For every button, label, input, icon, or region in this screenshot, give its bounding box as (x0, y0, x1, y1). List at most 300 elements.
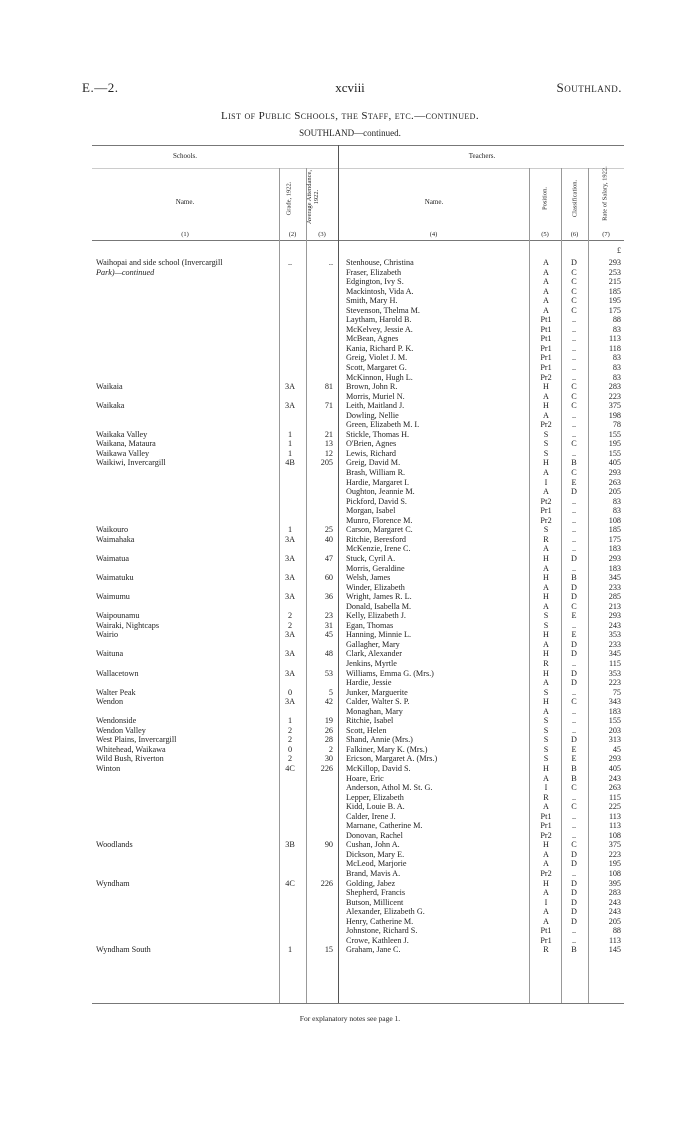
classification-cell: D (571, 649, 577, 659)
salary-cell: 263 (608, 477, 621, 487)
grade-cell: 2 (287, 620, 293, 630)
attendance-cell: 25 (324, 525, 333, 535)
classification-cell: .. (571, 534, 577, 544)
table-row (0, 802, 700, 812)
table-row (0, 611, 700, 621)
position-cell: Pt2 (540, 496, 552, 506)
region-tab: Southland. (556, 80, 622, 95)
school-name: Wendonside (96, 716, 137, 726)
salary-cell: 195 (608, 859, 621, 869)
teacher-name: McKillop, David S. (346, 763, 411, 773)
school-name: Wyndham South (96, 945, 151, 955)
teacher-name: Clark, Alexander (346, 649, 402, 659)
teacher-name: Greig, Violet J. M. (346, 353, 408, 363)
attendance-cell: 21 (324, 429, 333, 439)
position-cell: A (543, 859, 549, 869)
school-name: Waikiwi, Invercargill (96, 458, 166, 468)
position-cell: A (543, 277, 549, 287)
table-row (0, 898, 700, 908)
salary-cell: 293 (608, 553, 621, 563)
table-row (0, 334, 700, 344)
salary-cell: 198 (608, 410, 621, 420)
teacher-name: Gallagher, Mary (346, 639, 400, 649)
salary-cell: 175 (608, 305, 621, 315)
classification-cell: E (571, 611, 577, 621)
attendance-cell: 226 (320, 763, 333, 773)
table-row (0, 497, 700, 507)
salary-cell: 375 (608, 401, 621, 411)
table-row (0, 869, 700, 879)
teacher-name: Butson, Millicent (346, 897, 404, 907)
grade-cell: 1 (287, 525, 293, 535)
grade-cell: 3A (284, 401, 295, 411)
salary-cell: 113 (609, 811, 621, 821)
classification-cell: .. (571, 515, 577, 525)
salary-cell: 195 (608, 296, 621, 306)
classification-cell: .. (571, 334, 577, 344)
salary-cell: 405 (608, 763, 621, 773)
teacher-name: Egan, Thomas (346, 620, 394, 630)
salary-cell: 405 (608, 458, 621, 468)
position-cell: H (543, 401, 549, 411)
teacher-name: Morgan, Isabel (346, 506, 396, 516)
school-name: Waimumu (96, 592, 130, 602)
classification-cell: .. (571, 525, 577, 535)
salary-cell: 183 (608, 706, 621, 716)
schools-group-heading: Schools. (173, 152, 197, 160)
table-row (0, 353, 700, 363)
salary-cell: 213 (608, 601, 621, 611)
grade-cell: 3A (284, 534, 295, 544)
teacher-name: Donald, Isabella M. (346, 601, 412, 611)
salary-cell: 83 (612, 372, 621, 382)
table-row (0, 640, 700, 650)
school-name: Whitehead, Waikawa (96, 744, 166, 754)
salary-cell: 88 (612, 315, 621, 325)
salary-cell: 115 (609, 658, 621, 668)
salary-cell: 345 (608, 649, 621, 659)
teacher-name: Falkiner, Mary K. (Mrs.) (346, 744, 428, 754)
position-cell: S (543, 744, 549, 754)
classification-cell: D (571, 553, 577, 563)
grade-cell: 3A (284, 553, 295, 563)
salary-cell: 78 (612, 420, 621, 430)
position-cell: A (543, 773, 549, 783)
salary-cell: 108 (608, 515, 621, 525)
attendance-cell: 45 (324, 630, 333, 640)
attendance-cell: 31 (324, 620, 333, 630)
teacher-name: Carson, Margaret C. (346, 525, 413, 535)
table-row (0, 812, 700, 822)
school-name: West Plains, Invercargill (96, 735, 177, 745)
classification-cell: .. (571, 353, 577, 363)
salary-cell: 113 (609, 821, 621, 831)
grade-cell: 4C (285, 763, 295, 773)
table-row (0, 850, 700, 860)
school-name: Walter Peak (96, 687, 136, 697)
attendance-cell: 48 (324, 649, 333, 659)
position-cell: I (544, 897, 548, 907)
attendance-cell: 226 (320, 878, 333, 888)
table-row (0, 411, 700, 421)
table-row (0, 392, 700, 402)
classification-cell: .. (571, 716, 577, 726)
colnum-4: (4) (429, 231, 438, 238)
attendance-cell: 23 (324, 611, 333, 621)
grade-cell: 3A (284, 649, 295, 659)
school-name: Waikaka Valley (96, 429, 148, 439)
teacher-name: Hardie, Margaret I. (346, 477, 410, 487)
grade-cell: 1 (287, 448, 293, 458)
page-number: xcviii (335, 80, 365, 95)
salary-cell: 83 (612, 363, 621, 373)
classification-cell: C (571, 802, 577, 812)
table-row (0, 726, 700, 736)
teacher-name: Smith, Mary H. (346, 296, 398, 306)
grade-cell: 4B (285, 458, 295, 468)
colnum-2: (2) (288, 231, 297, 238)
teacher-name: Calder, Irene J. (346, 811, 396, 821)
salary-cell: 223 (608, 678, 621, 688)
table-row (0, 525, 700, 535)
salary-cell: 83 (612, 353, 621, 363)
salary-cell: 115 (609, 792, 621, 802)
teacher-name: Golding, Jabez (346, 878, 396, 888)
position-cell: S (543, 754, 549, 764)
salary-cell: 253 (608, 267, 621, 277)
salary-cell: 175 (608, 534, 621, 544)
position-cell: S (543, 611, 549, 621)
table-row (0, 764, 700, 774)
teacher-name: Calder, Walter S. P. (346, 697, 410, 707)
classification-cell: .. (571, 687, 577, 697)
teacher-name: Wright, James R. L. (346, 592, 412, 602)
teacher-name: Brown, John R. (346, 382, 398, 392)
attendance-cell: 90 (324, 840, 333, 850)
position-cell: S (543, 525, 549, 535)
attendance-cell: 2 (328, 744, 333, 754)
header-bottom-rule (92, 240, 624, 241)
table-row (0, 373, 700, 383)
position-cell: H (543, 763, 549, 773)
salary-cell: 343 (608, 697, 621, 707)
table-row (0, 573, 700, 583)
teachers-group-heading: Teachers. (468, 152, 496, 160)
classification-cell: E (571, 630, 577, 640)
position-cell: Pr2 (540, 830, 552, 840)
position-cell: I (544, 783, 548, 793)
table-row (0, 544, 700, 554)
position-cell: S (543, 620, 549, 630)
table-row (0, 745, 700, 755)
teacher-name: Green, Elizabeth M. I. (346, 420, 420, 430)
teacher-name: Mackintosh, Vida A. (346, 286, 414, 296)
table-row (0, 487, 700, 497)
position-cell: H (543, 840, 549, 850)
table-row (0, 688, 700, 698)
classification-cell: B (571, 773, 577, 783)
position-cell: Pt1 (540, 334, 552, 344)
classification-cell: C (571, 382, 577, 392)
attendance-cell: 12 (324, 448, 333, 458)
salary-cell: 233 (608, 582, 621, 592)
salary-cell: 183 (608, 544, 621, 554)
grade-cell: 4C (285, 878, 295, 888)
attendance-cell: 42 (324, 697, 333, 707)
grade-cell: 2 (287, 754, 293, 764)
table-row (0, 649, 700, 659)
position-cell: Pr2 (540, 869, 552, 878)
salary-cell: 183 (608, 563, 621, 573)
teacher-name: Shand, Annie (Mrs.) (346, 735, 413, 745)
teacher-name: Alexander, Elizabeth G. (346, 907, 425, 917)
classification-cell: C (571, 439, 577, 449)
salary-cell: 83 (612, 496, 621, 506)
table-row (0, 277, 700, 287)
position-cell: H (543, 382, 549, 392)
table-row (0, 449, 700, 459)
salary-cell: 223 (608, 849, 621, 859)
position-cell: S (543, 429, 549, 439)
grade-cell: 3A (284, 592, 295, 602)
teacher-name: Shepherd, Francis (346, 888, 406, 898)
classification-cell: C (571, 296, 577, 306)
salary-cell: 243 (608, 897, 621, 907)
salary-cell: 205 (608, 916, 621, 926)
table-row (0, 258, 700, 268)
school-name: Waikouro (96, 525, 129, 535)
teacher-name: Stenhouse, Christina (346, 258, 414, 267)
teacher-name: Henry, Catherine M. (346, 916, 414, 926)
teacher-name: Kania, Richard P. K. (346, 343, 414, 353)
table-row (0, 697, 700, 707)
classification-cell: C (571, 277, 577, 287)
classification-cell: B (571, 945, 577, 955)
attendance-cell: 13 (324, 439, 333, 449)
school-name: Wyndham (96, 878, 130, 888)
classification-cell: .. (571, 811, 577, 821)
teacher-name: McKelvey, Jessie A. (346, 324, 413, 334)
salary-cell: 353 (608, 630, 621, 640)
grade-cell: 2 (287, 735, 293, 745)
teacher-name: O'Brien, Agnes (346, 439, 397, 449)
position-cell: A (543, 410, 549, 420)
position-cell: H (543, 649, 549, 659)
table-row (0, 716, 700, 726)
classification-cell: .. (571, 410, 577, 420)
attendance-cell: 81 (324, 382, 333, 392)
classification-cell: .. (571, 429, 577, 439)
table-row (0, 669, 700, 679)
position-cell: S (543, 687, 549, 697)
grade-cell: 2 (287, 611, 293, 621)
classification-cell: .. (571, 343, 577, 353)
teacher-name: Ritchie, Beresford (346, 534, 407, 544)
classification-cell: E (571, 744, 577, 754)
salary-cell: 293 (608, 611, 621, 621)
table-row (0, 754, 700, 764)
position-cell: H (543, 573, 549, 583)
table-row (0, 401, 700, 411)
teacher-name: Oughton, Jeannie M. (346, 487, 415, 497)
salary-cell: 225 (608, 802, 621, 812)
attendance-cell: 53 (324, 668, 333, 678)
classification-cell: D (571, 859, 577, 869)
salary-cell: 345 (608, 573, 621, 583)
school-name-heading: Name. (175, 198, 195, 206)
position-cell: H (543, 630, 549, 640)
attendance-cell: 26 (324, 725, 333, 735)
table-row (0, 382, 700, 392)
salary-cell: 293 (608, 468, 621, 478)
classification-cell: D (571, 849, 577, 859)
table-row (0, 831, 700, 841)
school-name: Waikawa Valley (96, 448, 150, 458)
grade-cell: 3A (284, 573, 295, 583)
table-row (0, 945, 700, 955)
position-cell: Pt1 (540, 315, 552, 325)
salary-cell: 223 (608, 391, 621, 401)
position-cell: Pr2 (540, 515, 552, 525)
classification-cell: .. (571, 420, 577, 430)
grade-cell: 0 (287, 687, 293, 697)
school-name: Waipounamu (96, 611, 140, 621)
teacher-name: Kelly, Elizabeth J. (346, 611, 406, 621)
position-cell: Pr2 (540, 372, 552, 382)
teacher-name: Jenkins, Myrtle (346, 658, 397, 668)
teacher-name: McKenzie, Irene C. (346, 544, 411, 554)
attendance-cell: 71 (324, 401, 333, 411)
classification-cell: .. (571, 363, 577, 373)
position-cell: A (543, 907, 549, 917)
table-body (0, 258, 700, 955)
school-name: Park)—continued (96, 267, 155, 277)
position-cell: A (543, 286, 549, 296)
position-cell: A (543, 601, 549, 611)
position-cell: A (543, 544, 549, 554)
salary-cell: 233 (608, 639, 621, 649)
attendance-cell: 30 (324, 754, 333, 764)
position-cell: A (543, 706, 549, 716)
table-row (0, 774, 700, 784)
classification-cell: B (571, 763, 577, 773)
school-name: Wild Bush, Riverton (96, 754, 164, 764)
table-row (0, 583, 700, 593)
salary-cell: 283 (608, 888, 621, 898)
table-row (0, 735, 700, 745)
table-row (0, 315, 700, 325)
salary-cell: 375 (608, 840, 621, 850)
school-name: Wairio (96, 630, 119, 640)
table-row (0, 506, 700, 516)
classification-cell: .. (571, 725, 577, 735)
classification-cell: C (571, 267, 577, 277)
salary-heading: Rate of Salary, 1922. (601, 166, 609, 221)
classification-cell: B (571, 573, 577, 583)
position-cell: A (543, 639, 549, 649)
salary-cell: 108 (608, 869, 621, 878)
table-row (0, 306, 700, 316)
teacher-name: Stickle, Thomas H. (346, 429, 410, 439)
table-row (0, 535, 700, 545)
salary-cell: 353 (608, 668, 621, 678)
table-row (0, 793, 700, 803)
table-row (0, 707, 700, 717)
salary-cell: 185 (608, 286, 621, 296)
page-reference: E.—2. (82, 80, 119, 95)
classification-cell: .. (571, 372, 577, 382)
position-cell: Pr1 (540, 343, 552, 353)
position-cell: A (543, 305, 549, 315)
teacher-name: Leith, Maitland J. (346, 401, 405, 411)
table-bottom-rule (92, 1003, 624, 1004)
classification-cell: .. (571, 926, 577, 936)
school-name: Waimahaka (96, 534, 135, 544)
salary-cell: 75 (612, 687, 621, 697)
table-row (0, 554, 700, 564)
classification-cell: D (571, 668, 577, 678)
table-row (0, 344, 700, 354)
classification-cell: C (571, 286, 577, 296)
attendance-cell: 5 (328, 687, 333, 697)
salary-cell: 313 (608, 735, 621, 745)
position-cell: A (543, 888, 549, 898)
position-cell: Pt1 (540, 324, 552, 334)
teacher-name: Welsh, James (346, 573, 391, 583)
teacher-name: Dowling, Nellie (346, 410, 399, 420)
position-cell: R (543, 792, 549, 802)
footnote: For explanatory notes see page 1. (299, 1014, 401, 1023)
classification-cell: C (571, 783, 577, 793)
position-cell: R (543, 658, 549, 668)
attendance-cell: 36 (324, 592, 333, 602)
position-cell: Pt1 (540, 811, 552, 821)
teacher-name: Anderson, Athol M. St. G. (346, 783, 433, 793)
table-row (0, 926, 700, 936)
teacher-name: Fraser, Elizabeth (346, 267, 402, 277)
classification-cell: .. (571, 706, 577, 716)
classification-cell: D (571, 897, 577, 907)
classification-cell: E (571, 477, 577, 487)
position-cell: A (543, 802, 549, 812)
classification-cell: .. (571, 620, 577, 630)
position-cell: A (543, 916, 549, 926)
teacher-name: Scott, Margaret G. (346, 363, 407, 373)
salary-cell: 83 (612, 324, 621, 334)
table-row (0, 325, 700, 335)
classification-cell: .. (571, 821, 577, 831)
grade-cell: 3A (284, 630, 295, 640)
classification-cell: .. (571, 315, 577, 325)
salary-cell: 293 (608, 258, 621, 267)
salary-cell: 243 (608, 907, 621, 917)
position-cell: A (543, 678, 549, 688)
position-cell: H (543, 553, 549, 563)
school-name: Wairaki, Nightcaps (96, 620, 160, 630)
salary-cell: 113 (609, 935, 621, 945)
classification-cell: D (571, 878, 577, 888)
table-row (0, 659, 700, 669)
school-name: Waikana, Mataura (96, 439, 156, 449)
grade-cell: 3A (284, 697, 295, 707)
position-cell: H (543, 878, 549, 888)
classification-cell: .. (571, 448, 577, 458)
school-name: Waikaia (96, 382, 123, 392)
grade-cell: .. (287, 258, 293, 267)
classification-cell: D (571, 592, 577, 602)
grade-cell: 3A (284, 382, 295, 392)
classification-heading: Classification. (571, 179, 579, 218)
